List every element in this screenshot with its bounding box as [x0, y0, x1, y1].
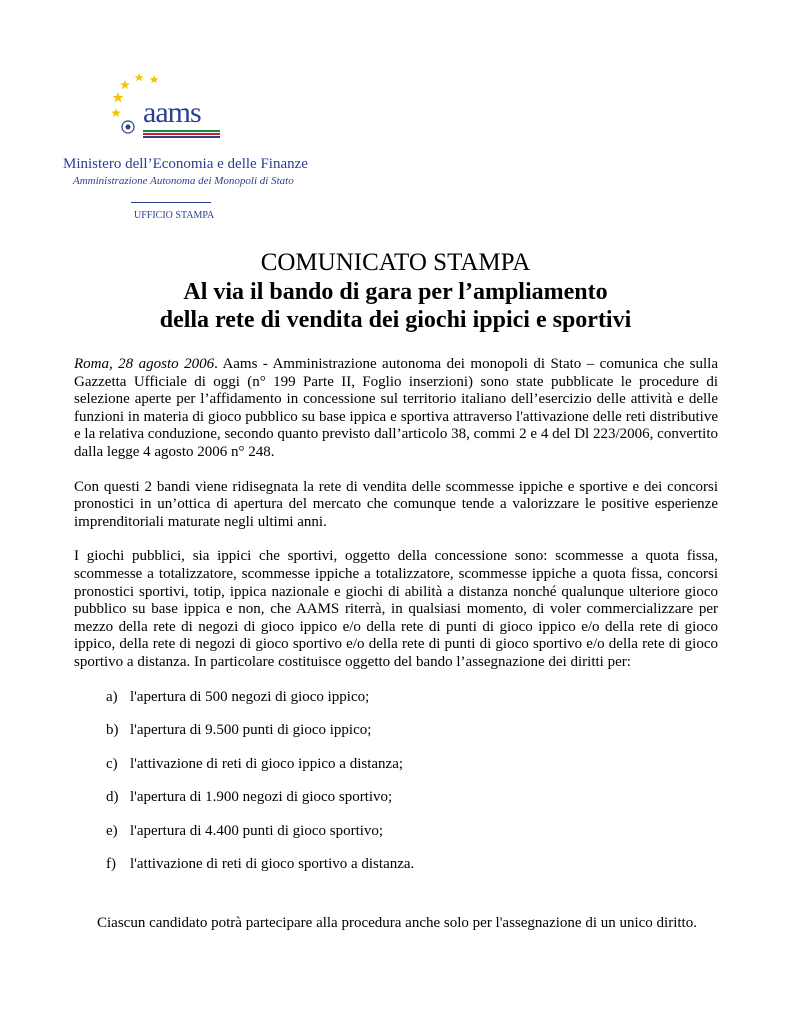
title-block: [0, 248, 791, 334]
ministry-name: Ministero dell’Economia e delle Finanze: [63, 156, 308, 172]
list-item: e) l'apertura di 4.400 punti di gioco sportivo;: [106, 822, 384, 839]
flag-bar-green: [143, 130, 220, 132]
list-item: d) l'apertura di 1.900 negozi di gioco sportivo;: [106, 789, 393, 805]
list-item: b) l'apertura di 9.500 punti di gioco ippico;: [106, 722, 372, 738]
dateline: Roma, 28 agosto 2006: [74, 356, 215, 372]
rights-list: [74, 689, 718, 890]
list-item: c) l'attivazione di reti di gioco ippico a distanza;: [106, 755, 404, 772]
flag-bar-blue: [143, 136, 220, 138]
office-label: UFFICIO STAMPA: [134, 210, 215, 221]
headline-line-2: della rete di vendita dei giochi ippici e sportivi: [159, 307, 632, 333]
paragraph-3: I giochi pubblici, sia ippici che sportivi, oggetto della concessione sono: scommesse a quota fissa, scommesse a totalizzatore, scommesse ippiche a totalizzatore, scommesse ippiche a quota fissa, concorsi pronostici sportivi, totip, ippica nazionale e giochi di abilità a distanza nonché qualunque ulteriore gioco pubblico su base ippica e non, che AAMS riterrà, in qualsiasi momento, di voler commercializzare per mezzo della rete di negozi di gioco ippico e/o della rete di punti di gioco ippico e/o della rete di gioco ippico, della rete di negozi di gioco sportivo e/o della rete di punti di gioco sportivo e/o della rete di gioco sportivo a distanza. In particolare costituisce oggetto del bando l’assegnazione dei diritti per:: [74, 548, 718, 670]
header-divider: [131, 202, 211, 203]
flag-bar-red: [143, 133, 220, 135]
headline-line-1: Al via il bando di gara per l’ampliamento: [183, 279, 608, 305]
agency-name: Amministrazione Autonoma dei Monopoli di Stato: [73, 175, 294, 187]
logo-text: aams: [143, 96, 201, 129]
list-item: a) l'apertura di 500 negozi di gioco ippico;: [106, 688, 370, 705]
press-release-body: [74, 356, 718, 890]
paragraph-2: Con questi 2 bandi viene ridisegnata la rete di vendita delle scommesse ippiche e sportive e dei concorsi pronostici in un’ottica di apertura del mercato che comunque tende a valorizzare le positive esperienze imprenditoriali maturate negli ultimi anni.: [74, 478, 718, 530]
list-item: f) l'attivazione di reti di gioco sportivo a distanza.: [106, 856, 415, 872]
closing-paragraph: Ciascun candidato potrà partecipare alla procedura anche solo per l'assegnazione di un unico diritto.: [97, 915, 697, 931]
document-type: COMUNICATO STAMPA: [260, 249, 531, 276]
paragraph-intro: Roma, 28 agosto 2006. Aams - Amministrazione autonoma dei monopoli di Stato – comunica che sulla Gazzetta Ufficiale di oggi (n° 199 Parte II, Foglio inserzioni) sono state pubblicate le procedure di selezione aperte per l’affidamento in concessione sul territorio italiano dell’esercizio delle attività e delle funzioni in materia di gioco pubblico su base ippica e sportiva attraverso l'attivazione delle reti distributive e la relativa conduzione, secondo quanto previsto dall’articolo 38, commi 2 e 4 del Dl 223/2006, convertito dalla legge 4 agosto 2006 n° 248.: [74, 356, 719, 460]
